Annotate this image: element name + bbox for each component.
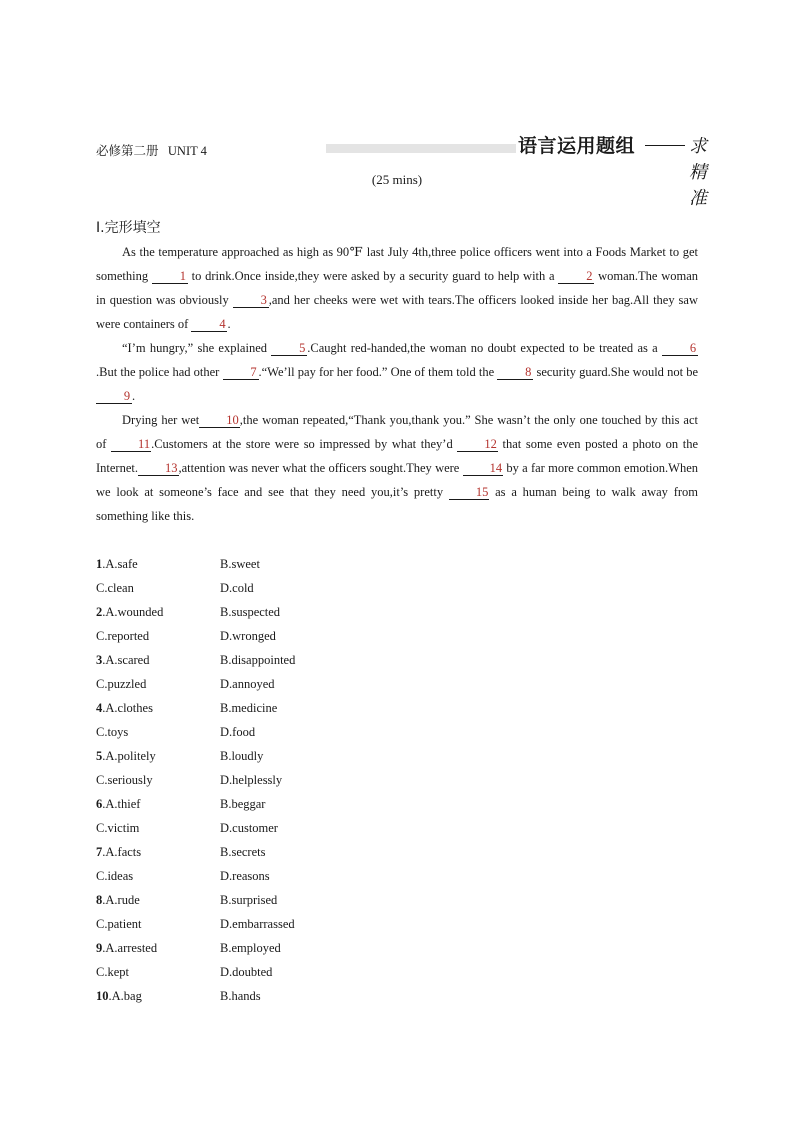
question-2-row-2 — [96, 624, 496, 648]
option-9c[interactable]: C.kept — [96, 965, 129, 979]
blank-5[interactable]: 5 — [271, 341, 307, 356]
blank-6[interactable]: 6 — [662, 341, 698, 356]
question-3-row-2 — [96, 672, 496, 696]
option-3b[interactable]: B.disappointed — [220, 653, 296, 667]
blank-2[interactable]: 2 — [558, 269, 594, 284]
blank-13[interactable]: 13 — [138, 461, 179, 476]
question-1-row-1 — [96, 552, 496, 576]
option-2b[interactable]: B.suspected — [220, 605, 281, 619]
option-9d[interactable]: D.doubted — [220, 965, 273, 979]
option-4c[interactable]: C.toys — [96, 725, 129, 739]
page-subtitle: 求精准 — [689, 136, 707, 209]
question-8-row-1 — [96, 888, 496, 912]
option-8d[interactable]: D.embarrassed — [220, 917, 295, 931]
blank-3[interactable]: 3 — [233, 293, 269, 308]
option-6c[interactable]: C.victim — [96, 821, 140, 835]
option-5c[interactable]: C.seriously — [96, 773, 153, 787]
question-5-row-2 — [96, 768, 496, 792]
blank-11[interactable]: 11 — [111, 437, 151, 452]
question-9-row-1 — [96, 936, 496, 960]
option-3a[interactable]: 3.A.scared — [96, 653, 150, 667]
option-1c[interactable]: C.clean — [96, 581, 134, 595]
book-unit-label — [96, 141, 207, 159]
option-8c[interactable]: C.patient — [96, 917, 142, 931]
question-5-row-1 — [96, 744, 496, 768]
option-5b[interactable]: B.loudly — [220, 749, 264, 763]
option-4a[interactable]: 4.A.clothes — [96, 701, 153, 715]
option-6d[interactable]: D.customer — [220, 821, 278, 835]
book-name: 必修第二册 — [96, 144, 159, 158]
cloze-passage — [96, 240, 698, 528]
option-2c[interactable]: C.reported — [96, 629, 150, 643]
question-4-row-1 — [96, 696, 496, 720]
option-5a[interactable]: 5.A.politely — [96, 749, 156, 763]
blank-10[interactable]: 10 — [199, 413, 240, 428]
option-3d[interactable]: D.annoyed — [220, 677, 275, 691]
answer-options — [96, 552, 496, 1008]
question-9-row-2 — [96, 960, 496, 984]
option-1d[interactable]: D.cold — [220, 581, 254, 595]
question-6-row-1 — [96, 792, 496, 816]
option-2a[interactable]: 2.A.wounded — [96, 605, 164, 619]
option-9b[interactable]: B.employed — [220, 941, 281, 955]
blank-15[interactable]: 15 — [449, 485, 490, 500]
question-7-row-1 — [96, 840, 496, 864]
option-5d[interactable]: D.helplessly — [220, 773, 283, 787]
option-7c[interactable]: C.ideas — [96, 869, 134, 883]
paragraph-3: Drying her wet 10,the woman repeated,“Thank you,thank you.” She wasn’t the only one touched by this act of 11.Customers at the store were so impressed by what they’d 12 that some even posted a photo on the Internet. 13,attention was never what the officers sought.They were 14 by a far more common emotion.When we look at someone’s face and see that they need you,it’s pretty 15 as a human being to walk away from something like this. — [96, 413, 698, 523]
unit-name: UNIT 4 — [167, 144, 207, 158]
option-10a[interactable]: 10.A.bag — [96, 989, 142, 1003]
blank-4[interactable]: 4 — [191, 317, 227, 332]
blank-7[interactable]: 7 — [223, 365, 259, 380]
option-7d[interactable]: D.reasons — [220, 869, 270, 883]
option-6b[interactable]: B.beggar — [220, 797, 266, 811]
option-8a[interactable]: 8.A.rude — [96, 893, 140, 907]
option-1b[interactable]: B.sweet — [220, 557, 260, 571]
paragraph-2: “I’m hungry,” she explained 5 .Caught red-handed,the woman no doubt expected to be treated as a 6.But the police had other 7 .“We’ll pay for her food.” One of them told the 8 security guard.She would not be 9 . — [96, 341, 698, 403]
option-8b[interactable]: B.surprised — [220, 893, 278, 907]
blank-1[interactable]: 1 — [152, 269, 188, 284]
question-7-row-2 — [96, 864, 496, 888]
page-title: 语言运用题组 — [518, 135, 636, 157]
option-9a[interactable]: 9.A.arrested — [96, 941, 158, 955]
blank-12[interactable]: 12 — [457, 437, 498, 452]
paragraph-1: As the temperature approached as high as 90℉ last July 4th,three police officers went into a Foods Market to get something 1 to drink.Once inside,they were asked by a security guard to help with a 2 woman.The woman in question was obviously 3 ,and her cheeks were wet with tears.The officers looked inside her bag.All they saw were containers of 4 . — [96, 245, 699, 331]
title-dash — [645, 145, 685, 146]
option-6a[interactable]: 6.A.thief — [96, 797, 141, 811]
option-7a[interactable]: 7.A.facts — [96, 845, 142, 859]
question-4-row-2 — [96, 720, 496, 744]
blank-14[interactable]: 14 — [463, 461, 504, 476]
header-divider-bar — [326, 144, 516, 153]
question-6-row-2 — [96, 816, 496, 840]
time-limit: (25 mins) — [371, 172, 423, 187]
option-4b[interactable]: B.medicine — [220, 701, 278, 715]
blank-8[interactable]: 8 — [497, 365, 533, 380]
question-1-row-2 — [96, 576, 496, 600]
option-1a[interactable]: 1.A.safe — [96, 557, 138, 571]
blank-9[interactable]: 9 — [96, 389, 132, 404]
option-7b[interactable]: B.secrets — [220, 845, 266, 859]
option-3c[interactable]: C.puzzled — [96, 677, 147, 691]
option-10b[interactable]: B.hands — [220, 989, 261, 1003]
question-2-row-1 — [96, 600, 496, 624]
section-title: Ⅰ.完形填空 — [96, 220, 161, 236]
question-3-row-1 — [96, 648, 496, 672]
question-10-row-1 — [96, 984, 496, 1008]
option-2d[interactable]: D.wronged — [220, 629, 276, 643]
option-4d[interactable]: D.food — [220, 725, 256, 739]
question-8-row-2 — [96, 912, 496, 936]
